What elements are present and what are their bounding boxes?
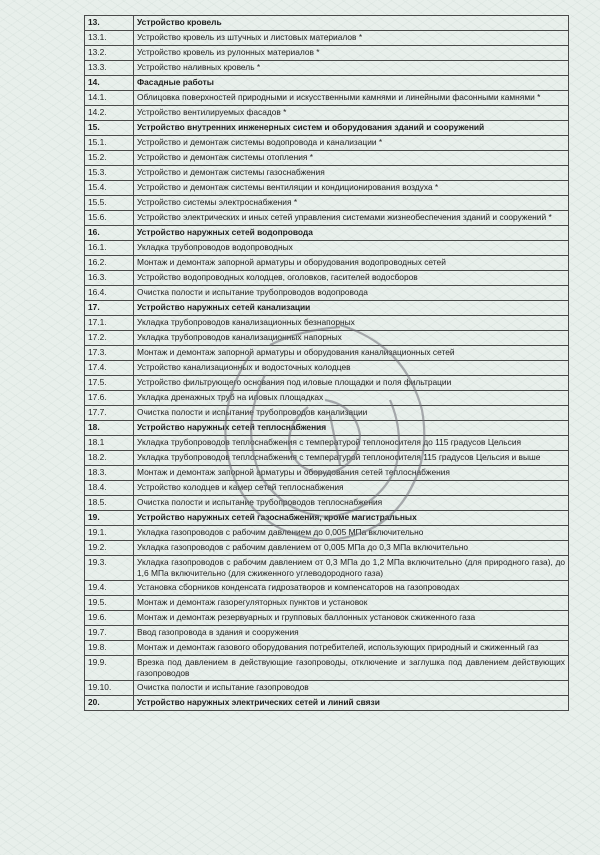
works-table-body [85,16,569,711]
table-row [85,46,569,61]
row-number: 19.2. [85,541,134,556]
section-row [85,16,569,31]
row-number: 13. [85,16,134,31]
row-number: 15.1. [85,136,134,151]
table-row [85,61,569,76]
row-text: Укладка газопроводов с рабочим давлением от 0,005 МПа до 0,3 МПа включительно [134,541,569,556]
row-number: 19.9. [85,656,134,681]
row-text: Устройство кровель из штучных и листовых материалов * [134,31,569,46]
row-text: Устройство и демонтаж системы водопровода и канализации * [134,136,569,151]
row-text: Очистка полости и испытание трубопроводов теплоснабжения [134,496,569,511]
row-number: 18.2. [85,451,134,466]
table-row [85,331,569,346]
row-text: Устройство колодцев и камер сетей теплоснабжения [134,481,569,496]
row-number: 17.3. [85,346,134,361]
row-number: 19.5. [85,596,134,611]
row-text: Устройство электрических и иных сетей управления системами жизнеобеспечения зданий и сооружений * [134,211,569,226]
row-text: Укладка трубопроводов канализационных напорных [134,331,569,346]
table-row [85,481,569,496]
row-text: Устройство наружных сетей водопровода [134,226,569,241]
table-row [85,641,569,656]
row-number: 19.10. [85,681,134,696]
table-row [85,241,569,256]
row-text: Монтаж и демонтаж запорной арматуры и оборудования сетей теплоснабжения [134,466,569,481]
table-row [85,31,569,46]
row-number: 14.2. [85,106,134,121]
table-row [85,436,569,451]
row-number: 17.4. [85,361,134,376]
row-text: Устройство и демонтаж системы вентиляции и кондиционирования воздуха * [134,181,569,196]
table-row [85,391,569,406]
table-row [85,181,569,196]
row-number: 17. [85,301,134,316]
row-text: Укладка трубопроводов теплоснабжения с температурой теплоносителя до 115 градусов Цельсия [134,436,569,451]
table-row [85,681,569,696]
row-text: Устройство наружных сетей теплоснабжения [134,421,569,436]
row-text: Монтаж и демонтаж газового оборудования потребителей, использующих природный и сжиженный газ [134,641,569,656]
row-text: Устройство наружных электрических сетей и линий связи [134,696,569,711]
table-row [85,656,569,681]
row-text: Устройство наливных кровель * [134,61,569,76]
row-number: 17.7. [85,406,134,421]
row-number: 14.1. [85,91,134,106]
table-row [85,361,569,376]
row-number: 17.2. [85,331,134,346]
row-text: Укладка трубопроводов канализационных безнапорных [134,316,569,331]
section-row [85,696,569,711]
row-text: Облицовка поверхностей природными и искусственными камнями и линейными фасонными камнями * [134,91,569,106]
table-row [85,166,569,181]
table-row [85,406,569,421]
row-text: Устройство наружных сетей газоснабжения, кроме магистральных [134,511,569,526]
row-text: Устройство системы электроснабжения * [134,196,569,211]
row-text: Укладка трубопроводов водопроводных [134,241,569,256]
section-row [85,421,569,436]
table-row [85,316,569,331]
row-text: Укладка газопроводов с рабочим давлением от 0,3 МПа до 1,2 МПа включительно (для природного газа), до 1,6 МПа включительно (для сжиженного углеводородного газа) [134,556,569,581]
table-row [85,451,569,466]
section-row [85,121,569,136]
section-row [85,511,569,526]
table-row [85,106,569,121]
row-number: 16.3. [85,271,134,286]
row-number: 19.6. [85,611,134,626]
row-number: 15.5. [85,196,134,211]
section-row [85,76,569,91]
row-text: Устройство и демонтаж системы газоснабжения [134,166,569,181]
row-number: 18.1 [85,436,134,451]
row-number: 15.3. [85,166,134,181]
table-row [85,91,569,106]
row-number: 13.1. [85,31,134,46]
table-row [85,611,569,626]
table-row [85,136,569,151]
row-text: Устройство наружных сетей канализации [134,301,569,316]
row-text: Устройство кровель [134,16,569,31]
row-number: 18. [85,421,134,436]
row-text: Очистка полости и испытание трубопроводов канализации [134,406,569,421]
row-text: Устройство и демонтаж системы отопления * [134,151,569,166]
row-number: 17.6. [85,391,134,406]
row-number: 19.1. [85,526,134,541]
row-text: Монтаж и демонтаж запорной арматуры и оборудования канализационных сетей [134,346,569,361]
table-row [85,556,569,581]
row-text: Очистка полости и испытание газопроводов [134,681,569,696]
table-row [85,526,569,541]
row-number: 19. [85,511,134,526]
table-row [85,466,569,481]
table-row [85,256,569,271]
table-row [85,581,569,596]
row-number: 16.1. [85,241,134,256]
row-text: Устройство канализационных и водосточных колодцев [134,361,569,376]
row-number: 18.4. [85,481,134,496]
row-text: Ввод газопровода в здания и сооружения [134,626,569,641]
table-row [85,286,569,301]
table-row [85,211,569,226]
row-number: 15.4. [85,181,134,196]
row-number: 18.5. [85,496,134,511]
row-number: 17.1. [85,316,134,331]
row-text: Монтаж и демонтаж запорной арматуры и оборудования водопроводных сетей [134,256,569,271]
table-row [85,271,569,286]
table-row [85,496,569,511]
row-text: Монтаж и демонтаж газорегуляторных пунктов и установок [134,596,569,611]
row-number: 16.2. [85,256,134,271]
section-row [85,301,569,316]
row-number: 16. [85,226,134,241]
row-number: 19.3. [85,556,134,581]
row-number: 14. [85,76,134,91]
row-text: Врезка под давлением в действующие газопроводы, отключение и заглушка под давлением действующих газопроводов [134,656,569,681]
row-text: Укладка газопроводов с рабочим давлением до 0,005 МПа включительно [134,526,569,541]
row-text: Фасадные работы [134,76,569,91]
table-row [85,151,569,166]
row-text: Очистка полости и испытание трубопроводов водопровода [134,286,569,301]
row-number: 13.3. [85,61,134,76]
row-number: 20. [85,696,134,711]
table-row [85,541,569,556]
row-number: 17.5. [85,376,134,391]
row-number: 19.4. [85,581,134,596]
table-row [85,196,569,211]
row-text: Монтаж и демонтаж резервуарных и групповых баллонных установок сжиженного газа [134,611,569,626]
row-number: 13.2. [85,46,134,61]
works-table [84,15,569,711]
table-row [85,376,569,391]
row-number: 15. [85,121,134,136]
row-text: Укладка трубопроводов теплоснабжения с температурой теплоносителя 115 градусов Цельсия и выше [134,451,569,466]
row-number: 19.8. [85,641,134,656]
row-number: 18.3. [85,466,134,481]
row-text: Установка сборников конденсата гидрозатворов и компенсаторов на газопроводах [134,581,569,596]
row-text: Устройство фильтрующего основания под иловые площадки и поля фильтрации [134,376,569,391]
row-text: Устройство водопроводных колодцев, оголовков, гасителей водосборов [134,271,569,286]
row-number: 16.4. [85,286,134,301]
row-number: 15.2. [85,151,134,166]
table-row [85,626,569,641]
row-text: Устройство внутренних инженерных систем и оборудования зданий и сооружений [134,121,569,136]
row-number: 19.7. [85,626,134,641]
row-text: Устройство кровель из рулонных материалов * [134,46,569,61]
table-row [85,596,569,611]
row-text: Укладка дренажных труб на иловых площадках [134,391,569,406]
section-row [85,226,569,241]
row-text: Устройство вентилируемых фасадов * [134,106,569,121]
table-row [85,346,569,361]
row-number: 15.6. [85,211,134,226]
